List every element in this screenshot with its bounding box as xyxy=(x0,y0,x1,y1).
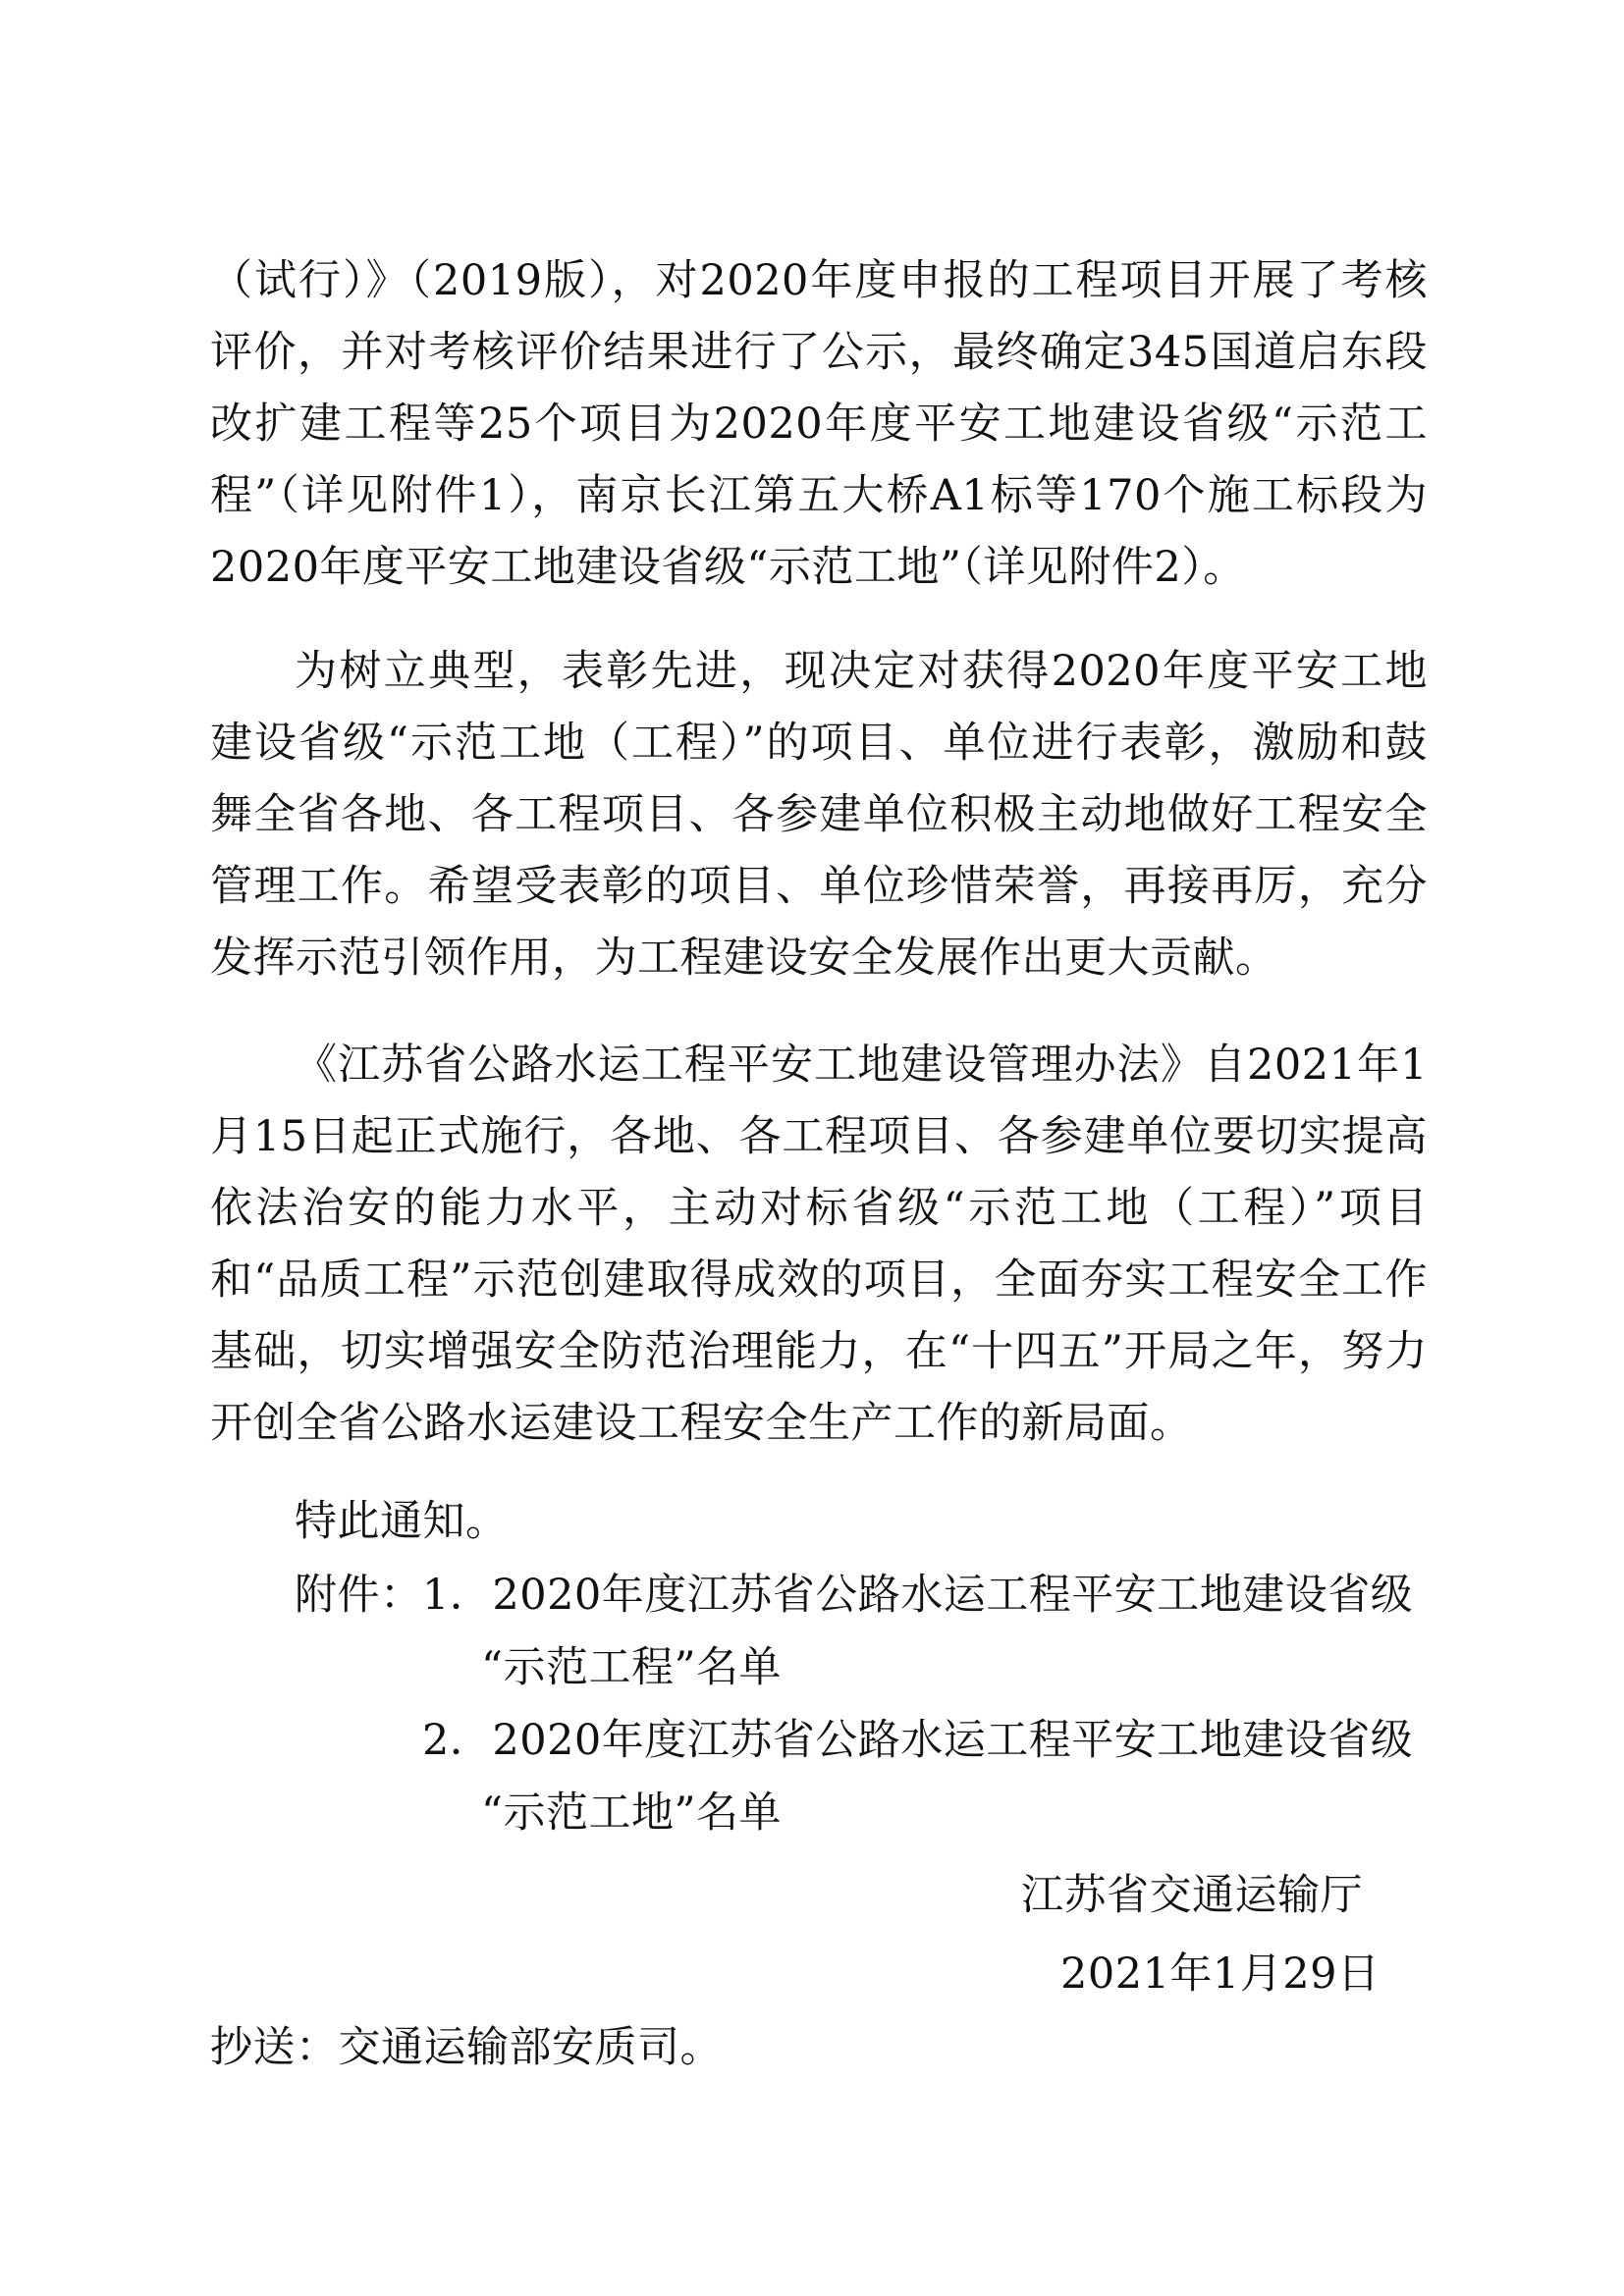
attachment-2-title-continued: “示范工地”名单 xyxy=(481,1789,782,1838)
issuing-authority: 江苏省交通运输厅 xyxy=(1021,1871,1363,1920)
attachment-1-title-continued: “示范工程”名单 xyxy=(481,1643,782,1692)
body-paragraph-2: 为树立典型，表彰先进，现决定对获得2020年度平安工地建设省级“示范工地（工程）”的项目、单位进行表彰，激励和鼓舞全省各地、各工程项目、各参建单位积极主动地做好工程安全管理工作。希望受表彰的项目、单位珍惜荣誉，再接再厉，充分发挥示范引领作用，为工程建设安全发展作出更大贡献。 xyxy=(210,647,1428,983)
attachment-2-title: 2．2020年度江苏省公路水运工程平安工地建设省级 xyxy=(422,1716,1414,1765)
body-paragraph-1: （试行）》（2019版），对2020年度申报的工程项目开展了考核评价，并对考核评价结果进行了公示，最终确定345国道启东段改扩建工程等25个项目为2020年度平安工地建设省级“示范工程”（详见附件1），南京长江第五大桥A1标等170个施工标段为2020年度平安工地建设省级“示范工地”（详见附件2）。 xyxy=(210,256,1428,592)
closing-statement: 特此通知。 xyxy=(295,1497,509,1546)
attachments-label: 附件： xyxy=(295,1571,423,1620)
body-paragraph-3: 《江苏省公路水运工程平安工地建设管理办法》自2021年1月15日起正式施行，各地、各工程项目、各参建单位要切实提高依法治安的能力水平，主动对标省级“示范工地（工程）”项目和“品质工程”示范创建取得成效的项目，全面夯实工程安全工作基础，切实增强安全防范治理能力，在“十四五”开局之年，努力开创全省公路水运建设工程安全生产工作的新局面。 xyxy=(210,1041,1428,1448)
cc-recipients: 抄送：交通运输部安质司。 xyxy=(210,2023,723,2072)
attachment-1-title: 1．2020年度江苏省公路水运工程平安工地建设省级 xyxy=(422,1571,1414,1620)
issue-date: 2021年1月29日 xyxy=(1060,1949,1380,1999)
